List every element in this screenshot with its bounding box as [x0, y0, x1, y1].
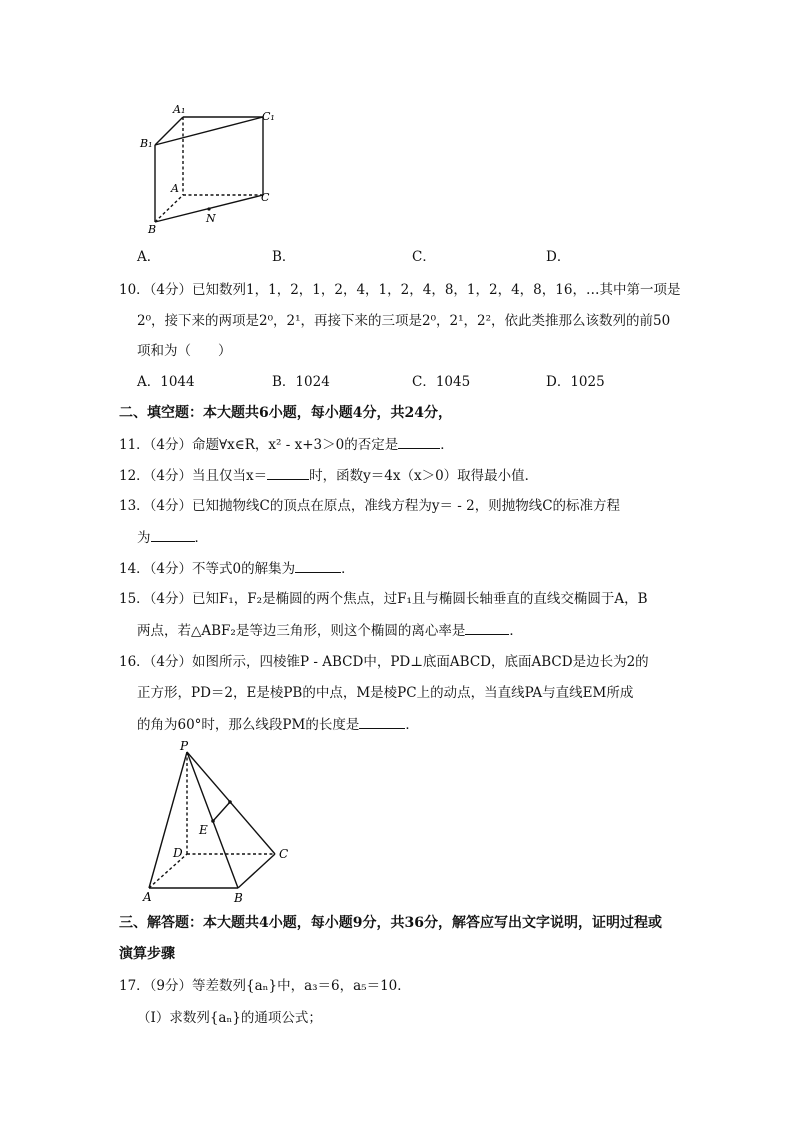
label-d: D	[173, 846, 183, 860]
q16-line3	[137, 714, 419, 735]
q15-line1: 15．（4分）已知F₁，F₂是椭圆的两个焦点，过F₁且与椭圆长轴垂直的直线交椭圆于A，B	[119, 591, 648, 607]
q13-text: 为	[137, 530, 151, 546]
edge-b-c	[238, 854, 275, 888]
label-c1: C₁	[262, 110, 275, 123]
q15-answer-blank[interactable]	[465, 620, 509, 635]
label-c: C	[261, 191, 270, 204]
q13-end: ．	[194, 530, 208, 546]
q14-answer-blank[interactable]	[295, 558, 341, 573]
q11-text: 11．（4分）命题∀x∈R，x² - x+3＞0的否定是	[119, 437, 399, 453]
label-a: A	[171, 182, 179, 195]
label-b1: B₁	[140, 137, 153, 150]
prism-figure	[135, 98, 285, 238]
q10-line2: 2⁰，接下来的两项是2⁰，2¹，再接下来的三项是2⁰，2¹，2²，依此类推那么该数列的前50	[137, 313, 671, 329]
q17-sub1: （Ⅰ）求数列{aₙ}的通项公式；	[137, 1010, 322, 1026]
q11-end: ．	[440, 437, 454, 453]
q17-line1: 17．（9分）等差数列{aₙ}中，a₃＝6，a₅＝10．	[119, 978, 411, 994]
q13-answer-blank[interactable]	[151, 527, 195, 542]
q15-end: ．	[509, 623, 523, 639]
q12	[119, 465, 538, 486]
q9-option-b: B．	[272, 249, 296, 265]
point-n	[207, 207, 210, 210]
label-b: B	[234, 891, 243, 905]
q10-option-a: A．1044	[137, 374, 195, 390]
q9-option-d: D．	[546, 249, 571, 265]
section3-title-line2: 演算步骤	[119, 946, 175, 962]
q16-line1: 16．（4分）如图所示，四棱锥P - ABCD中，PD⊥底面ABCD，底面ABCD是边长为2的	[119, 654, 649, 670]
q10-line1: 10．（4分）已知数列1，1，2，1，2，4，1，2，4，8，1，2，4，8，16，…其中第一项是	[119, 282, 681, 298]
q12-end: 时，函数y＝4x（x＞0）取得最小值．	[309, 468, 539, 484]
q14-text: 14．（4分）不等式0的解集为	[119, 561, 296, 577]
q16-text: 的角为60°时，那么线段PM的长度是	[137, 717, 360, 733]
section3-title-line1: 三、解答题：本大题共4小题，每小题9分，共36分，解答应写出文字说明，证明过程或	[119, 915, 662, 931]
label-c: C	[279, 847, 289, 861]
q10-option-d: D．1025	[546, 374, 605, 390]
label-a: A	[143, 890, 152, 904]
q11-answer-blank[interactable]	[398, 434, 440, 449]
q9-option-a: A．	[137, 249, 161, 265]
q16-answer-blank[interactable]	[359, 714, 405, 729]
q14-end: ．	[341, 561, 355, 577]
q12-text: 12．（4分）当且仅当x＝	[119, 468, 268, 484]
label-n: N	[206, 212, 216, 225]
label-b: B	[148, 223, 157, 236]
label-p: P	[180, 739, 189, 753]
q13-line1: 13．（4分）已知抛物线C的顶点在原点，准线方程为y＝ - 2，则抛物线C的标准方程	[119, 498, 621, 514]
section2-title: 二、填空题：本大题共6小题，每小题4分，共24分，	[119, 405, 452, 421]
q12-answer-blank[interactable]	[267, 465, 309, 480]
q9-option-c: C．	[412, 249, 436, 265]
q15-text: 两点，若△ABF₂是等边三角形，则这个椭圆的离心率是	[137, 623, 466, 639]
q14	[119, 558, 355, 579]
label-e: E	[199, 823, 208, 837]
edge-b1-c1	[155, 117, 263, 145]
q10-option-c: C．1045	[412, 374, 471, 390]
q16-line2: 正方形，PD＝2，E是棱PB的中点，M是棱PC上的动点，当直线PA与直线EM所成	[137, 685, 634, 701]
q10-line3: 项和为（ ）	[137, 343, 232, 359]
q16-end: ．	[405, 717, 419, 733]
label-a1: A₁	[173, 103, 186, 116]
point-m	[228, 800, 232, 804]
q10-option-b: B．1024	[272, 374, 330, 390]
q13-line2	[137, 527, 208, 548]
point-e	[211, 819, 215, 823]
edge-p-a	[149, 752, 187, 888]
pyramid-figure	[135, 738, 305, 908]
edge-e-m	[213, 802, 230, 821]
q11	[119, 434, 454, 455]
q15-line2	[137, 620, 523, 641]
